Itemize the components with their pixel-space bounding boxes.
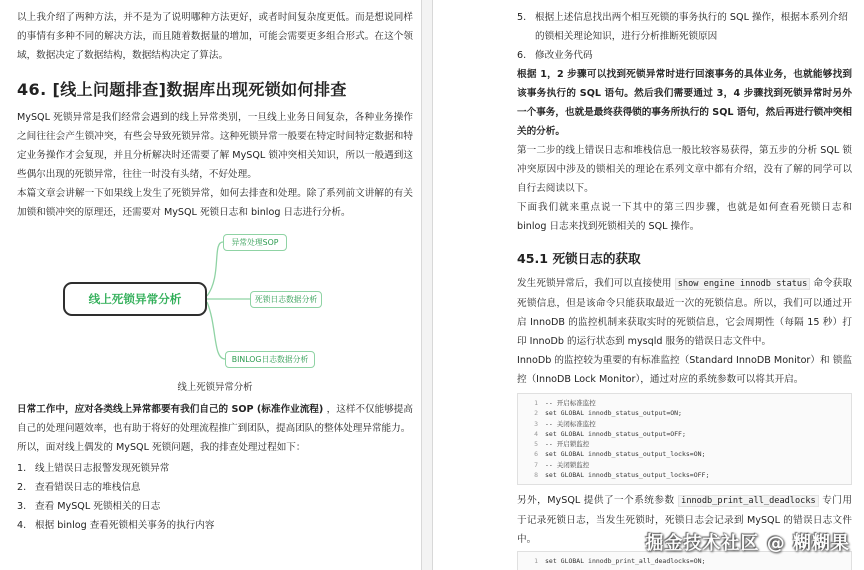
inline-code: innodb_print_all_deadlocks <box>678 495 819 507</box>
code-line <box>524 398 845 408</box>
step-text: 修改业务代码 <box>535 50 593 61</box>
section-heading: 46. [线上问题排查]数据库出现死锁如何排查 <box>17 80 347 99</box>
step-text: 查看 MySQL 死锁相关的日志 <box>35 501 161 512</box>
code-text: -- 开启锁监控 <box>545 440 590 449</box>
list-item <box>17 478 413 497</box>
step-number: 6. <box>517 50 527 61</box>
sop-bold-text: 日常工作中，应对各类线上异常都要有我们自己的 SOP (标准作业流程) <box>17 404 327 415</box>
sop-rest-text: ，这样不仅能够提高自己的处理问题效率，也有助于将好的处理流程推广到团队，提高团队的整体处理异常能力。 <box>17 404 413 434</box>
list-item <box>17 516 413 535</box>
code-text: set GLOBAL innodb_print_all_deadlocks=ON; <box>545 557 706 566</box>
step-number: 4. <box>17 520 27 531</box>
left-page <box>0 0 422 570</box>
watermark: 掘金技术社区 @ 糊糊果 <box>645 533 850 554</box>
list-item <box>517 8 852 46</box>
code-line <box>524 419 845 429</box>
right-page <box>432 0 864 570</box>
line-number: 1 <box>534 399 538 407</box>
text-segment: 专门用于记录死锁日志，当发生死锁时，死锁日志会记录到 MySQL 的错误日志文件中。 <box>517 495 852 546</box>
paragraph-process-intro: 所以，面对线上偶发的 MySQL 死锁问题，我的排查处理过程如下： <box>17 442 306 453</box>
intro-paragraph: 以上我介绍了两种方法，并不是为了说明哪种方法更好，或者时间复杂度更低。而是想说同样的事情有多种不同的解决方法，而且随着数据量的增加，可能会需要更多组合形式。在这个领域，数据决定了数据结构，数据结构决定了算法。 <box>17 12 413 61</box>
paragraph-sop <box>17 400 413 438</box>
line-number: 6 <box>534 450 538 459</box>
list-item <box>517 46 852 65</box>
code-text: set GLOBAL innodb_status_output_locks=OFF; <box>545 471 710 480</box>
step-number: 3. <box>17 501 27 512</box>
line-number: 4 <box>534 429 538 438</box>
step-text: 根据上述信息找出两个相互死锁的事务执行的 SQL 操作，根据本系列介绍的锁相关理论知识，进行分析推断死锁原因 <box>535 12 848 42</box>
code-text: -- 关闭锁监控 <box>545 460 590 469</box>
code-text: set GLOBAL innodb_status_output=ON; <box>545 409 682 418</box>
code-text: set GLOBAL innodb_status_output_locks=ON; <box>545 450 706 459</box>
step-number: 5. <box>517 12 527 23</box>
step-number: 2. <box>17 482 27 493</box>
mindmap-node-deadlock-log: 死锁日志数据分析 <box>250 291 322 308</box>
paragraph-steps-explanation: 第一二步的线上错误日志和堆栈信息一般比较容易获得，第五步的分析 SQL 锁冲突原因中涉及的锁相关的理论在系列文章中都有介绍，没有了解的同学可以自行去阅读以下。 <box>517 145 852 194</box>
line-number: 3 <box>534 419 538 428</box>
text-segment: 命令获取死锁信息，但是该命令只能获取最近一次的死锁信息。所以，我们可以通过开启 InnoDB 的监控机制来获取实时的死锁信息，它会周期性（每隔 15 秒）打印 InnoDb 的运行状态到 mysqld 服务的错误日志文件中。 <box>517 278 852 347</box>
paragraph-monitors: InnoDb 的监控较为重要的有标准监控（Standard InnoDB Monitor）和 锁监控（InnoDB Lock Monitor），通过对应的系统参数可以将其开启。 <box>517 355 852 385</box>
code-line <box>524 460 845 470</box>
mindmap-node-binlog: BINLOG日志数据分析 <box>225 351 315 368</box>
paragraph-bold-summary: 根据 1，2 步骤可以找到死锁异常时进行回滚事务的具体业务，也就能够找到该事务执行的 SQL 语句。然后我们需要通过 3，4 步骤找到死锁异常时另外一个事务，也就是最终获得锁的事务所执行的 SQL 语句，然后再进行锁冲突相关的分析。 <box>517 69 852 137</box>
mindmap-node-sop: 异常处理SOP <box>223 234 287 251</box>
list-item <box>17 497 413 516</box>
list-item <box>17 459 413 478</box>
step-text: 线上错误日志报警发现死锁异常 <box>35 463 170 474</box>
code-line <box>524 408 845 418</box>
paragraph-deadlock-intro: MySQL 死锁异常是我们经常会遇到的线上异常类别，一旦线上业务日间复杂，各种业务操作之间往往会产生锁冲突，有些会导致死锁异常。这种死锁异常一般要在特定时间特定数据和特定业务操作才会复现，并且分析解决时还需要了解 MySQL 锁冲突相关知识，所以一般遇到这些偶尔出现的死锁异常，往往一时没有头绪，不好处理。 <box>17 112 413 180</box>
step-text: 查看错误日志的堆栈信息 <box>35 482 141 493</box>
code-line <box>524 429 845 439</box>
step-text: 根据 binlog 查看死锁相关事务的执行内容 <box>35 520 215 531</box>
code-line <box>524 439 845 449</box>
figure-caption: 线上死锁异常分析 <box>177 382 253 393</box>
code-block-monitor <box>517 393 852 485</box>
code-text: set GLOBAL innodb_status_output=OFF; <box>545 429 686 438</box>
inline-code: show engine innodb status <box>675 278 811 290</box>
paragraph-show-engine <box>517 274 852 351</box>
code-text: -- 开启标准监控 <box>545 399 596 407</box>
paragraph-focus: 下面我们就来重点说一下其中的第三四步骤，也就是如何查看死锁日志和 binlog 日志来找到死锁相关的 SQL 操作。 <box>517 202 852 232</box>
paragraph-article-scope: 本篇文章会讲解一下如果线上发生了死锁异常，如何去排查和处理。除了系列前文讲解的有关加锁和锁冲突的原理还，还需要对 MySQL 死锁日志和 binlog 日志进行分析。 <box>17 188 413 218</box>
line-number: 7 <box>534 460 538 469</box>
line-number: 2 <box>534 409 538 418</box>
line-number: 1 <box>534 557 538 566</box>
steps-list-left <box>17 459 413 535</box>
text-segment: 发生死锁异常后，我们可以直接使用 <box>517 278 675 289</box>
line-number: 5 <box>534 440 538 449</box>
step-number: 1. <box>17 463 27 474</box>
subsection-heading: 45.1 死锁日志的获取 <box>517 251 641 266</box>
code-line <box>524 449 845 459</box>
mindmap-center-node: 线上死锁异常分析 <box>63 282 207 316</box>
code-line <box>524 470 845 480</box>
steps-list-right <box>517 8 852 65</box>
code-text: -- 关闭标准监控 <box>545 419 596 428</box>
text-segment: 另外，MySQL 提供了一个系统参数 <box>517 495 679 507</box>
mindmap-diagram <box>17 226 414 376</box>
line-number: 8 <box>534 471 538 480</box>
